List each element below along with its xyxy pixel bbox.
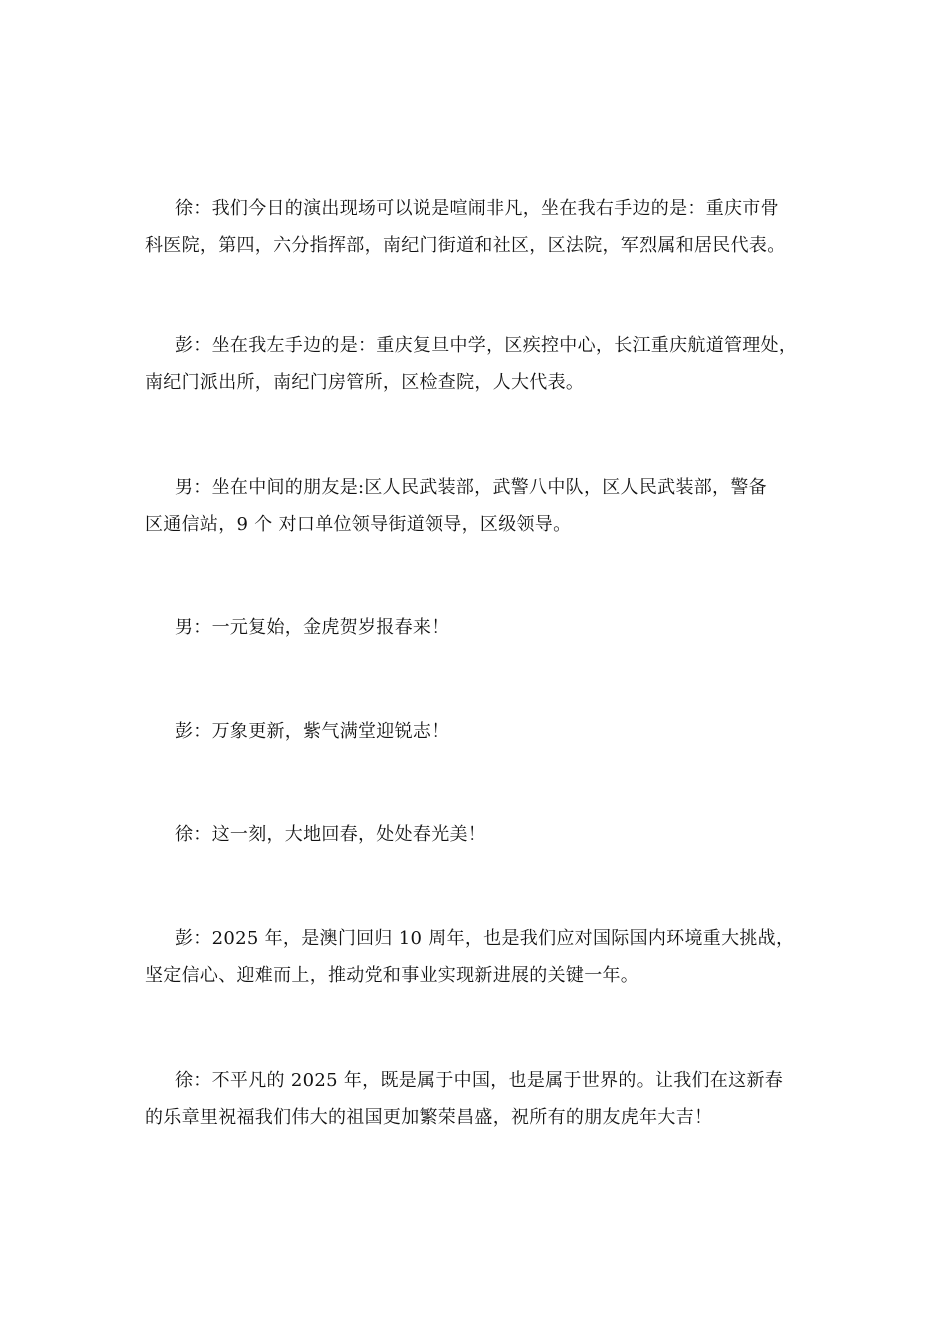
paragraph-peng-renewal [145, 713, 810, 750]
paragraph-line: 男：一元复始，金虎贺岁报春来！ [175, 617, 450, 638]
paragraph-peng-guests-left [145, 327, 810, 401]
paragraph-line: 的乐章里祝福我们伟大的祖国更加繁荣昌盛，祝所有的朋友虎年大吉！ [145, 1107, 713, 1128]
paragraph-nan-spring [145, 609, 810, 646]
paragraph-peng-year [145, 920, 810, 994]
paragraph-line: 坚定信心、迎难而上，推动党和事业实现新进展的关键一年。 [145, 965, 640, 986]
paragraph-line: 徐：这一刻，大地回春，处处春光美！ [175, 824, 487, 845]
paragraph-line: 男：坐在中间的朋友是:区人民武装部，武警八中队，区人民武装部，警备 [175, 477, 767, 498]
paragraph-line: 徐：我们今日的演出现场可以说是喧闹非凡，坐在我右手边的是：重庆市骨 [175, 198, 779, 219]
paragraph-line: 彭：坐在我左手边的是：重庆复旦中学，区疾控中心，长江重庆航道管理处， [175, 335, 798, 356]
paragraph-line: 彭：2025 年，是澳门回归 10 周年，也是我们应对国际国内环境重大挑战， [175, 928, 795, 949]
paragraph-line: 徐：不平凡的 2025 年，既是属于中国，也是属于世界的。让我们在这新春 [175, 1070, 784, 1091]
paragraph-line: 南纪门派出所，南纪门房管所，区检查院，人大代表。 [145, 372, 585, 393]
paragraph-xu-moment [145, 816, 810, 853]
paragraph-line: 科医院，第四，六分指挥部，南纪门街道和社区，区法院，军烈属和居民代表。 [145, 235, 786, 256]
paragraph-line: 区通信站，9 个 对口单位领导街道领导，区级领导。 [145, 514, 572, 535]
paragraph-line: 彭：万象更新，紫气满堂迎锐志！ [175, 721, 450, 742]
paragraph-xu-guests-right [145, 190, 810, 264]
paragraph-xu-blessing [145, 1062, 810, 1136]
paragraph-nan-guests-middle [145, 469, 810, 543]
